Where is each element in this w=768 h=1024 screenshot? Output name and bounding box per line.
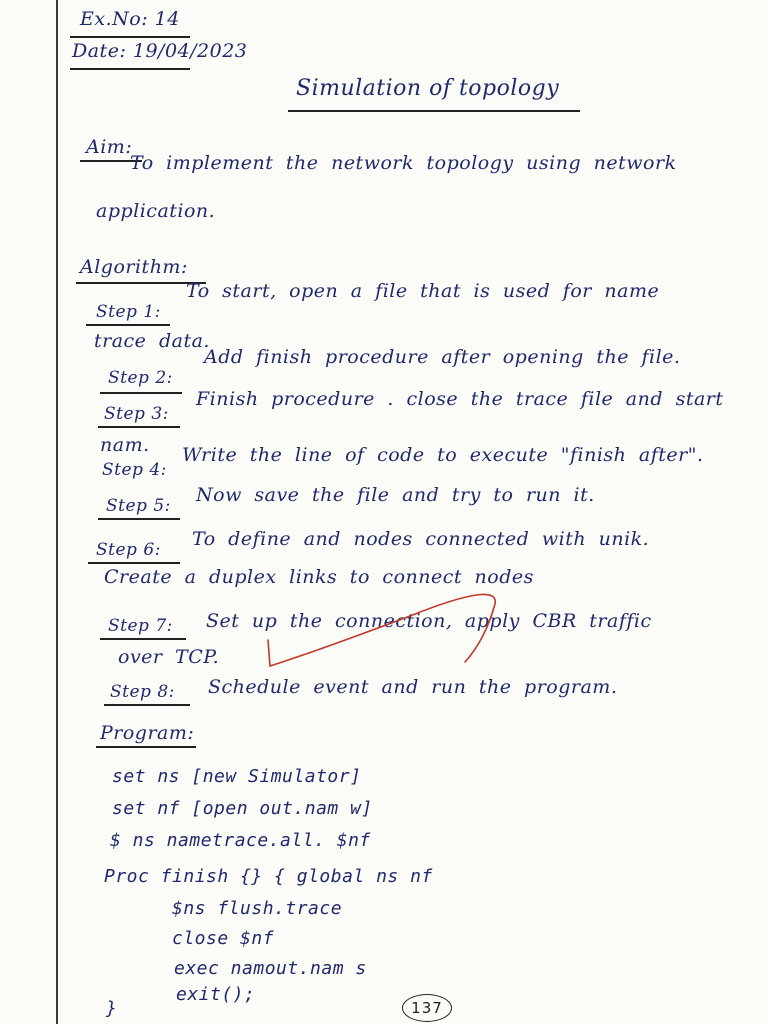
aim-line-2: application. [96,200,216,222]
program-heading: Program: [100,722,195,744]
step-5-line-1: Now save the file and try to run it. [196,484,595,506]
date: Date: 19/04/2023 [72,40,248,62]
step-2-underline [100,392,182,394]
step-8-underline [104,704,190,706]
step-4-line-1: Write the line of code to execute "finish after". [182,444,704,466]
title-underline [288,110,580,112]
step-8-line-1: Schedule event and run the program. [208,676,618,698]
code-line-3: $ ns nametrace.all. $nf [110,830,371,851]
step-1-label: Step 1: [96,302,161,322]
step-1-line-1: To start, open a file that is used for name [186,280,660,302]
code-line-6: close $nf [172,928,275,949]
date-underline [70,68,190,70]
exercise-number: Ex.No: 14 [80,8,180,30]
step-3-line-1: Finish procedure . close the trace file and start [196,388,724,410]
code-line-2: set nf [open out.nam w] [112,798,373,819]
step-8-label: Step 8: [110,682,175,702]
step-4-label: Step 4: [102,460,167,480]
aim-heading: Aim: [86,136,133,158]
aim-line-1: To implement the network topology using network [130,152,677,174]
step-6-underline [88,562,180,564]
code-line-5: $ns flush.trace [172,898,343,919]
step-7-label: Step 7: [108,616,173,636]
step-7-line-1: Set up the connection, apply CBR traffic [206,610,652,632]
step-6-line-1: To define and nodes connected with unik. [192,528,650,550]
step-3-line-2: nam. [100,434,150,456]
step-1-line-2: trace data. [94,330,210,352]
code-line-9: } [106,998,118,1019]
step-2-label: Step 2: [108,368,173,388]
code-line-1: set ns [new Simulator] [112,766,362,787]
teacher-check-mark [260,580,510,680]
page-number: 137 [402,994,452,1022]
step-7-line-2: over TCP. [118,646,220,668]
step-3-label: Step 3: [104,404,169,424]
algorithm-heading: Algorithm: [80,256,188,278]
code-line-4: Proc finish {} { global ns nf [104,866,433,887]
margin-line [56,0,58,1024]
step-1-underline [86,324,170,326]
step-5-underline [98,518,180,520]
page-title: Simulation of topology [296,76,560,101]
code-line-7: exec namout.nam s [174,958,367,979]
step-6-label: Step 6: [96,540,161,560]
program-underline [96,746,196,748]
step-7-underline [100,638,186,640]
step-5-label: Step 5: [106,496,171,516]
code-line-8: exit(); [176,984,256,1005]
step-6-line-2: Create a duplex links to connect nodes [104,566,534,588]
step-2-line-1: Add finish procedure after opening the file. [204,346,681,368]
exercise-number-underline [70,36,190,38]
step-3-underline [98,426,180,428]
